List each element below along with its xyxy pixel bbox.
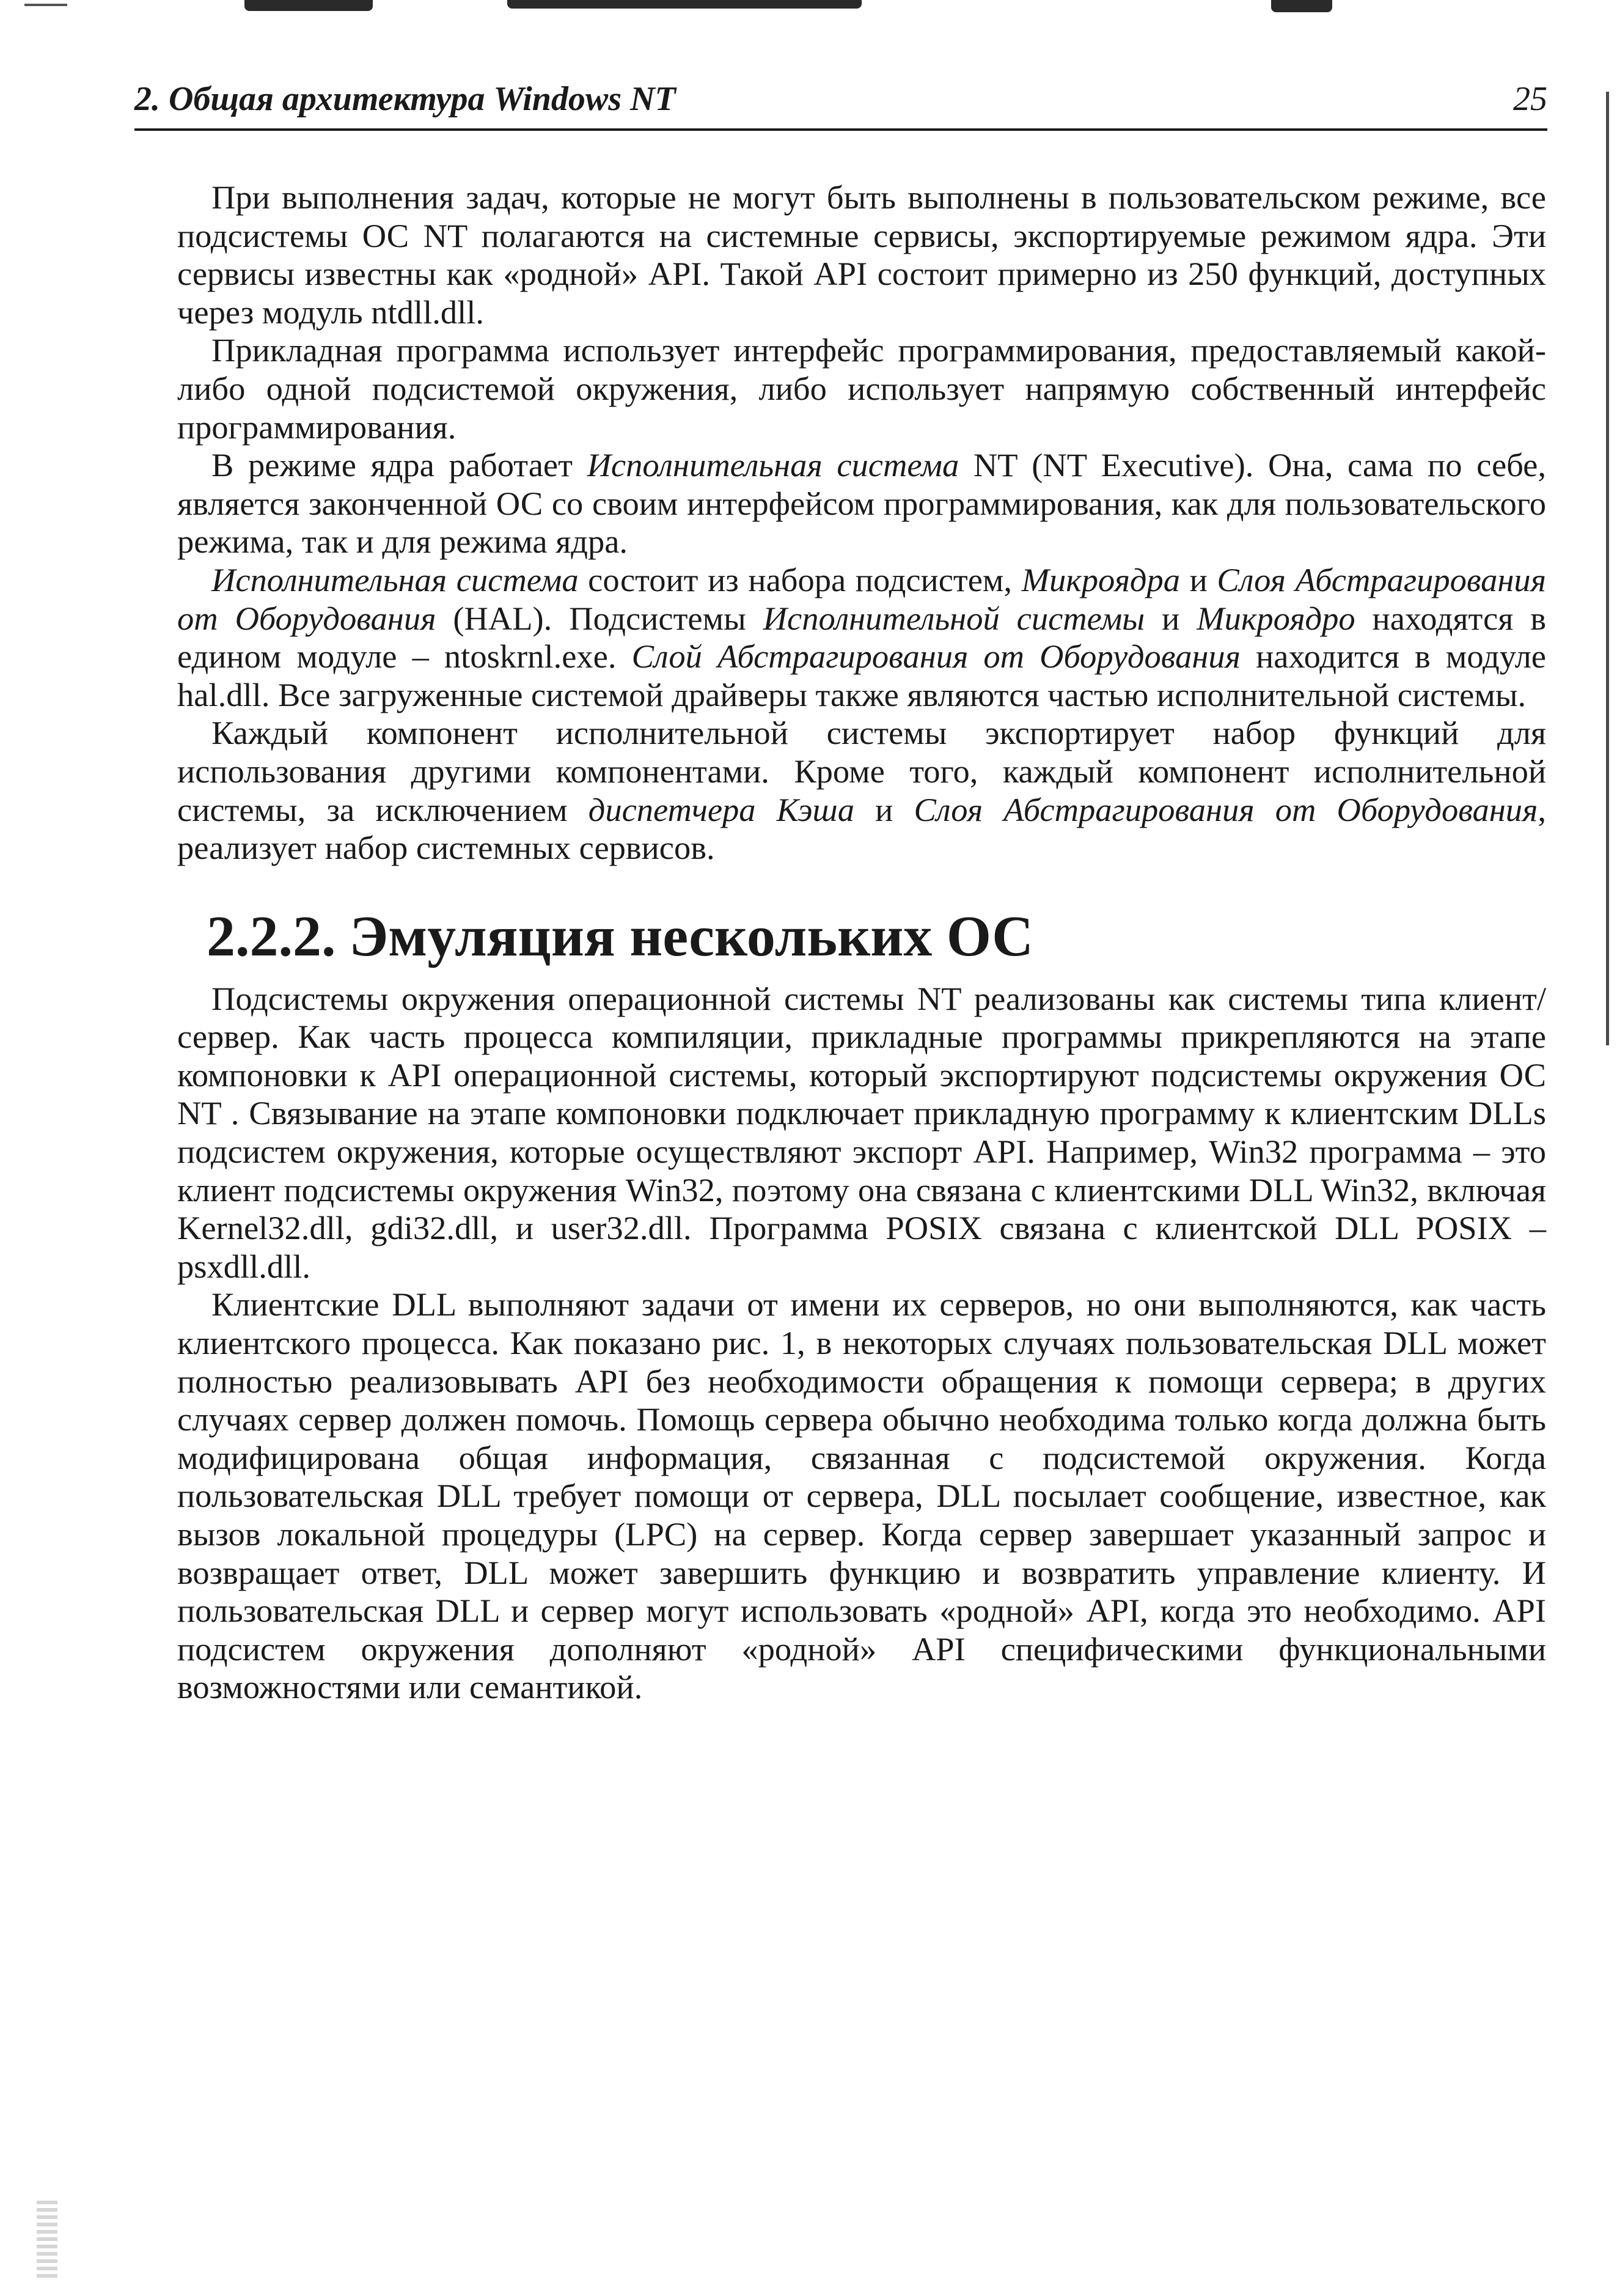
text-run: NT (NT Executive). Она, сама по себе, является законченной ОС со своим интерфейсом программирования, как для пользовательского режима, так и для режима ядра. (177, 446, 1546, 561)
text-run: Подсистемы окружения операционной системы NT реализованы как системы типа клиент/сервер. Как часть процесса компиляции, прикладные программы прикрепляются на этапе компоновки к API операционной системы, который экспортируют подсистемы окружения ОС NT . Связывание на этапе компоновки подключает прикладную программу к клиентским DLLs подсистем окружения, которые осуществляют экспорт API. Например, Win32 программа – это клиент подсистемы окружения Win32, поэтому она связана с клиентскими DLL Win32, включая Kernel32.dll, gdi32.dll, и user32.dll. Программа POSIX связана с клиентской DLL POSIX – psxdll.dll. (177, 979, 1546, 1285)
paragraph (177, 331, 1546, 446)
paragraph (177, 446, 1546, 561)
italic-term: Исполнительная система (587, 446, 959, 484)
italic-term: Исполнительная система (211, 561, 579, 598)
text-run: состоит из набора подсистем, (578, 561, 1022, 598)
italic-term: диспетчера Кэша (588, 790, 854, 828)
text-run: находятся в едином модуле – ntoskrnl.exe. (177, 599, 1546, 675)
section-number: 2.2.2. (207, 904, 336, 968)
chapter-title: 2. Общая архитектура Windows NT (134, 80, 676, 118)
text-run: и (854, 790, 914, 828)
text-run: , реализует набор системных сервисов. (177, 790, 1546, 867)
text-run: и (1145, 599, 1197, 637)
section-title: Эмуляция нескольких ОС (349, 904, 1034, 968)
paragraph (177, 714, 1546, 867)
paragraph (177, 1286, 1546, 1707)
scan-edge-bar (1606, 92, 1609, 1045)
text-run: находится в модуле hal.dll. Все загруженные системой драйверы также являются частью исполнительной системы. (177, 638, 1546, 713)
section-heading (207, 903, 1546, 970)
paragraph (177, 178, 1546, 331)
paragraph (177, 980, 1546, 1286)
paragraph (177, 561, 1546, 714)
text-run: Каждый компонент исполнительной системы экспортирует набор функций для использования другими компонентами. Кроме того, каждый компонент исполнительной системы, за исключением (177, 714, 1546, 828)
scan-artifact (244, 0, 373, 11)
text-run: и (1179, 561, 1217, 598)
text-run: Прикладная программа использует интерфейс программирования, предоставляемый какой-либо одной подсистемой окружения, либо использует напрямую собственный интерфейс программирования. (177, 331, 1546, 446)
italic-term: Слоя Абстрагирования от Оборудования (177, 561, 1546, 637)
paragraph-group-1 (177, 178, 1546, 867)
italic-term: Микроядро (1197, 599, 1355, 637)
text-run: В режиме ядра работает (211, 446, 587, 484)
scan-artifact (1271, 0, 1332, 12)
italic-term: Исполнительной системы (763, 599, 1145, 637)
italic-term: Микроядра (1021, 561, 1180, 598)
italic-term: Слой Абстрагирования от Оборудования (631, 638, 1241, 675)
scan-artifact (507, 0, 862, 9)
text-run: При выполнения задач, которые не могут быть выполнены в пользовательском режиме, все подсистемы ОС NT полагаются на системные сервисы, экспортируемые режимом ядра. Эти сервисы известны как «родной» API. Такой API состоит примерно из 250 функций, доступных через модуль ntdll.dll. (177, 178, 1546, 331)
body-text (177, 178, 1546, 1707)
running-head (134, 72, 1547, 131)
italic-term: Слоя Абстрагирования от Оборудования (914, 790, 1538, 828)
text-run: (HAL). Подсистемы (436, 599, 763, 637)
scan-artifact (37, 2201, 57, 2280)
paragraph-group-2 (177, 980, 1546, 1707)
page-number: 25 (1513, 80, 1547, 118)
scan-artifact (24, 4, 67, 6)
text-run: Клиентские DLL выполняют задачи от имени их серверов, но они выполняются, как часть клиентского процесса. Как показано рис. 1, в некоторых случаях пользовательская DLL может полностью реализовывать API без необходимости обращения к помощи сервера; в других случаях сервер должен помочь. Помощь сервера обычно необходима только когда должна быть модифицирована общая информация, связанная с подсистемой окружения. Когда пользовательская DLL требует помощи от сервера, DLL посылает сообщение, известное, как вызов локальной процедуры (LPC) на сервер. Когда сервер завершает указанный запрос и возвращает ответ, DLL может завершить функцию и возвратить управление клиенту. И пользовательская DLL и сервер могут использовать «родной» API, когда это необходимо. API подсистем окружения дополняют «родной» API специфическими функциональными возможностями или семантикой. (177, 1286, 1546, 1706)
